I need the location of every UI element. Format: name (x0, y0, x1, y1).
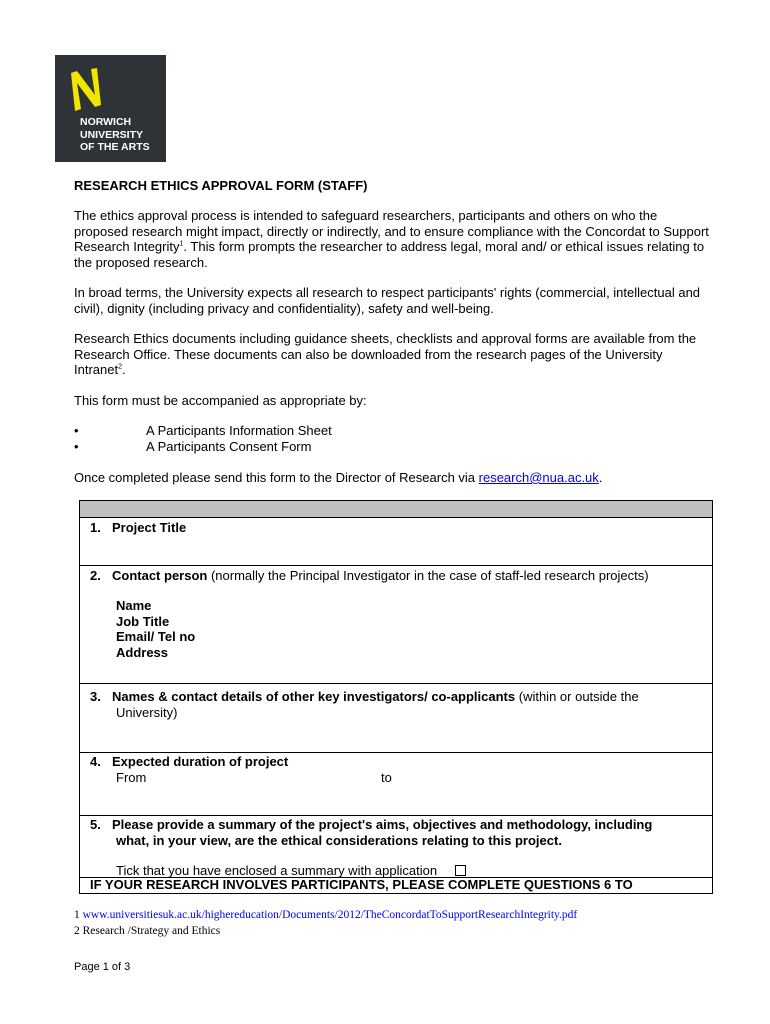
footnote-ref-1: 1 (179, 240, 184, 248)
question-4-row[interactable]: 4. Expected duration of project From to (80, 753, 712, 816)
n-logo-icon (65, 65, 111, 113)
ethics-form-table (79, 500, 713, 894)
intro-p3-text-end: . (122, 362, 126, 377)
intro-p1-text-end: . This form prompts the researcher to address legal, moral and/ or ethical issues relating to the proposed research. (74, 239, 705, 270)
form-title: RESEARCH ETHICS APPROVAL FORM (STAFF) (74, 178, 368, 193)
footnote-1: 1 www.universitiesuk.ac.uk/highereducation/Documents/2012/TheConcordatToSupportResearchIntegrity.pdf (74, 909, 578, 921)
intro-paragraph-1 (74, 208, 714, 270)
intro-p3-text: Research Ethics documents including guidance sheets, checklists and approval forms are available from the Research Office. These documents can also be downloaded from the research pages of the University Intranet (74, 331, 697, 377)
concordat-link[interactable]: www.universitiesuk.ac.uk/highereducation/Documents/2012/TheConcordatToSupportResearchIntegrity.pdf (82, 909, 578, 921)
summary-tick-row: Tick that you have enclosed a summary with application (116, 863, 466, 879)
intro-paragraph-4: This form must be accompanied as appropriate by: (74, 393, 367, 408)
field-address-label: Address (116, 645, 169, 660)
intro-paragraph-2: In broad terms, the University expects all research to respect participants' rights (commercial, intellectual and civil), dignity (including privacy and confidentiality), safety and well-being. (74, 285, 701, 316)
logo-wordmark (80, 116, 150, 154)
question-1-row[interactable]: 1. Project Title (80, 518, 712, 566)
list-item: • A Participants Consent Form (74, 439, 312, 454)
intro-paragraph-5: Once completed please send this form to the Director of Research via research@nua.ac.uk. (74, 470, 603, 485)
footnote-2: 2 Research /Strategy and Ethics (74, 925, 221, 937)
question-5-title: Please provide a summary of the project's aims, objectives and methodology, including (112, 817, 653, 832)
footnote-ref-2: 2 (118, 363, 122, 371)
university-logo (55, 55, 166, 162)
question-5-row[interactable]: 5. Please provide a summary of the project's aims, objectives and methodology, including what, in your view, are the ethical considerations relating to this project. Tick that you have enclosed a summary with application (80, 816, 712, 878)
intro-paragraph-3 (74, 331, 714, 378)
table-header-row (80, 501, 712, 518)
logo-line-2: UNIVERSITY (80, 128, 144, 141)
question-3-row[interactable]: 3. Names & contact details of other key investigators/ co-applicants (within or outside the University) (80, 684, 712, 753)
question-6-banner: IF YOUR RESEARCH INVOLVES PARTICIPANTS, PLEASE COMPLETE QUESTIONS 6 TO (90, 877, 633, 892)
question-3-title: Names & contact details of other key investigators/ co-applicants (112, 689, 516, 704)
field-email-tel-label: Email/ Tel no (116, 629, 196, 644)
summary-enclosed-checkbox[interactable] (455, 865, 466, 876)
question-4-title: Expected duration of project (112, 754, 289, 769)
question-2-title: Contact person (112, 568, 208, 583)
research-email-link[interactable]: research@nua.ac.uk (478, 470, 599, 485)
logo-line-1: NORWICH (80, 116, 132, 128)
duration-to-label: to (381, 770, 392, 785)
logo-line-3: OF THE ARTS (80, 141, 150, 153)
question-1-title: Project Title (112, 520, 187, 535)
question-2-row[interactable]: 2. Contact person (normally the Principal Investigator in the case of staff-led research projects) Name Job Title Email/ Tel no Address (80, 566, 712, 684)
list-item: • A Participants Information Sheet (74, 423, 332, 438)
field-name-label: Name (116, 598, 152, 613)
attachments-list (0, 423, 770, 455)
duration-from-label: From (116, 770, 147, 785)
intro-p1-text: The ethics approval process is intended to safeguard researchers, participants and others on who the proposed research might impact, directly or indirectly, and to ensure compliance with the Concordat to Support Research Integrity (74, 208, 709, 254)
page-number: Page 1 of 3 (74, 961, 131, 973)
question-6-banner-row (80, 878, 712, 893)
field-job-title-label: Job Title (116, 614, 170, 629)
